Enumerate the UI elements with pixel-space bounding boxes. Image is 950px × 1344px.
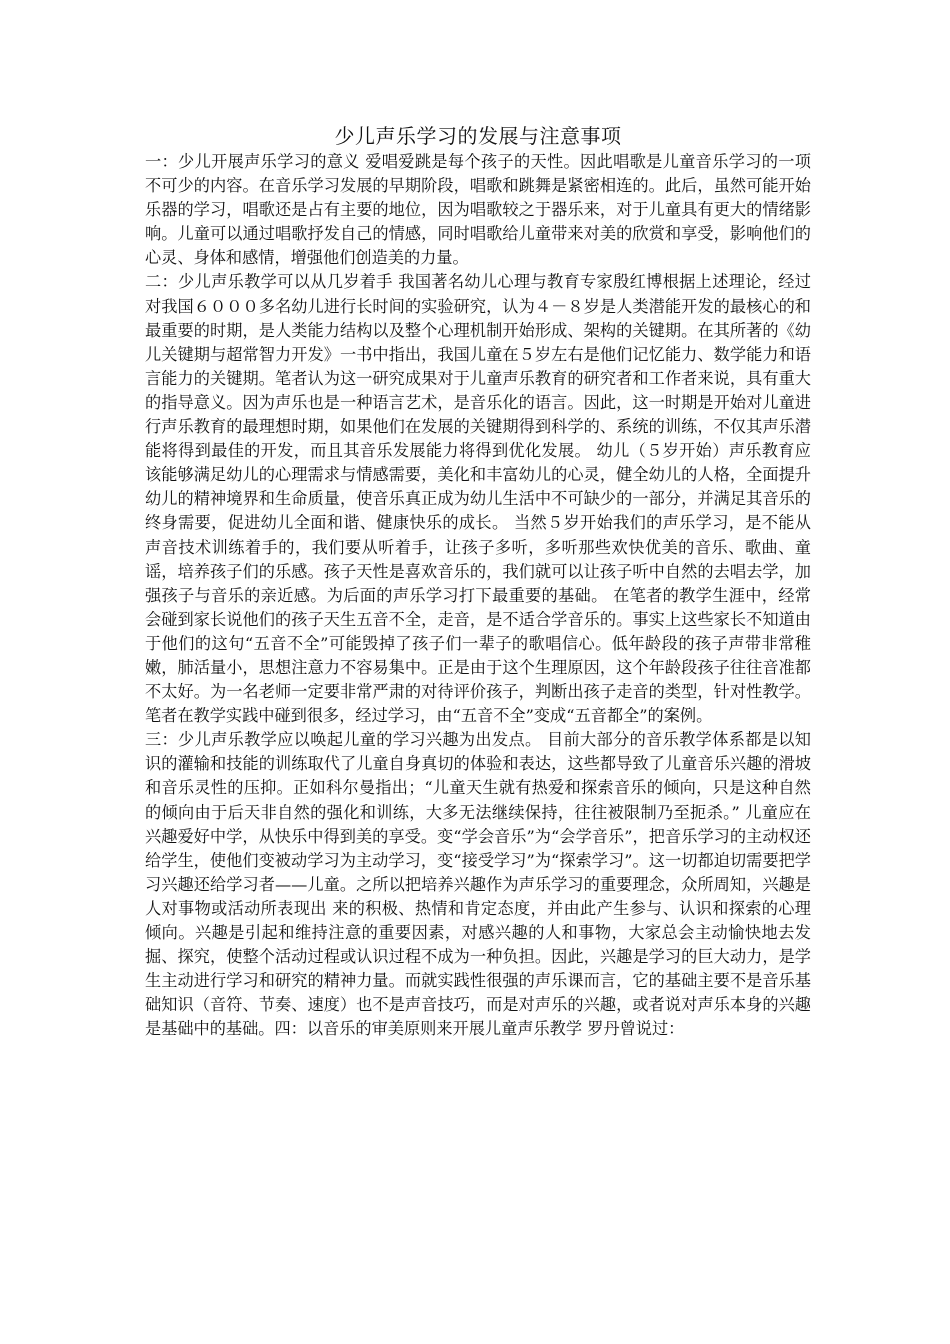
paragraph-section-1: 一：少儿开展声乐学习的意义 爱唱爱跳是每个孩子的天性。因此唱歌是儿童音乐学习的一项不可少的内容。在音乐学习发展的早期阶段，唱歌和跳舞是紧密相连的。此后，虽然可能开始乐器的学习，唱歌还是占有主要的地位，因为唱歌较之于器乐来，对于儿童具有更大的情绪影响。儿童可以通过唱歌抒发自己的情感，同时唱歌给儿童带来对美的欣赏和享受，影响他们的心灵、身体和感情，增强他们创造美的力量。 — [145, 152, 811, 268]
paragraph-section-2: 二：少儿声乐教学可以从几岁着手 我国著名幼儿心理与教育专家殷红博根据上述理论，经过对我国６０００多名幼儿进行长时间的实验研究，认为４－８岁是人类潜能开发的最核心的和最重要的时期，是人类能力结构以及整个心理机制开始形成、架构的关键期。在其所著的《幼儿关键期与超常智力开发》一书中指出，我国儿童在５岁左右是他们记忆能力、数学能力和语言能力的关键期。笔者认为这一研究成果对于儿童声乐教育的研究者和工作者来说，具有重大的指导意义。因为声乐也是一种语言艺术，是音乐化的语言。因此，这一时期是开始对儿童进行声乐教育的最理想时期，如果他们在发展的关键期得到科学的、系统的训练，不仅其声乐潜能将得到最佳的开发，而且其音乐发展能力将得到优化发展。 幼儿（５岁开始）声乐教育应该能够满足幼儿的心理需求与情感需要，美化和丰富幼儿的心灵，健全幼儿的人格，全面提升幼儿的精神境界和生命质量，使音乐真正成为幼儿生活中不可缺少的一部分，并满足其音乐的终身需要，促进幼儿全面和谐、健康快乐的成长。 当然５岁开始我们的声乐学习，是不能从声音技术训练着手的，我们要从听着手，让孩子多听，多听那些欢快优美的音乐、歌曲、童谣，培养孩子们的乐感。孩子天性是喜欢音乐的，我们就可以让孩子听中自然的去唱去学，加强孩子与音乐的亲近感。为后面的声乐学习打下最重要的基础。 在笔者的教学生涯中，经常会碰到家长说他们的孩子天生五音不全，走音，是不适合学音乐的。事实上这些家长不知道由于他们的这句“五音不全”可能毁掉了孩子们一辈子的歌唱信心。低年龄段的孩子声带非常稚嫩，肺活量小，思想注意力不容易集中。正是由于这个生理原因，这个年龄段孩子往往音准都不太好。为一名老师一定要非常严肃的对待评价孩子，判断出孩子走音的类型，针对性教学。笔者在教学实践中碰到很多，经过学习，由“五音不全”变成“五音都全”的案例。 — [145, 272, 811, 726]
document-body — [145, 150, 811, 1041]
paragraph-section-3: 三：少儿声乐教学应以唤起儿童的学习兴趣为出发点。 目前大部分的音乐教学体系都是以知识的灌输和技能的训练取代了儿童自身真切的体验和表达，这些都导致了儿童音乐兴趣的滑坡和音乐灵性的压抑。正如科尔曼指出；“儿童天生就有热爱和探索音乐的倾向，只是这种自然的倾向由于后天非自然的强化和训练，大多无法继续保持，往往被限制乃至扼杀。” 儿童应在兴趣爱好中学，从快乐中得到美的享受。变“学会音乐”为“会学音乐”，把音乐学习的主动权还给学生，使他们变被动学习为主动学习，变“接受学习”为“探索学习”。这一切都迫切需要把学习兴趣还给学习者——儿童。之所以把培养兴趣作为声乐学习的重要理念，众所周知，兴趣是人对事物或活动所表现出 来的积极、热情和肯定态度，并由此产生参与、认识和探索的心理倾向。兴趣是引起和维持注意的重要因素，对感兴趣的人和事物，大家总会主动愉快地去发掘、探究，使整个活动过程或认识过程不成为一种负担。因此，兴趣是学习的巨大动力，是学生主动进行学习和研究的精神力量。而就实践性很强的声乐课而言，它的基础主要不是音乐基础知识（音符、节奏、速度）也不是声音技巧，而是对声乐的兴趣，或者说对声乐本身的兴趣是基础中的基础。四：以音乐的审美原则来开展儿童声乐教学 罗丹曾说过： — [145, 730, 811, 1039]
document-title: 少儿声乐学习的发展与注意事项 — [334, 124, 622, 148]
document-page — [145, 122, 811, 1041]
